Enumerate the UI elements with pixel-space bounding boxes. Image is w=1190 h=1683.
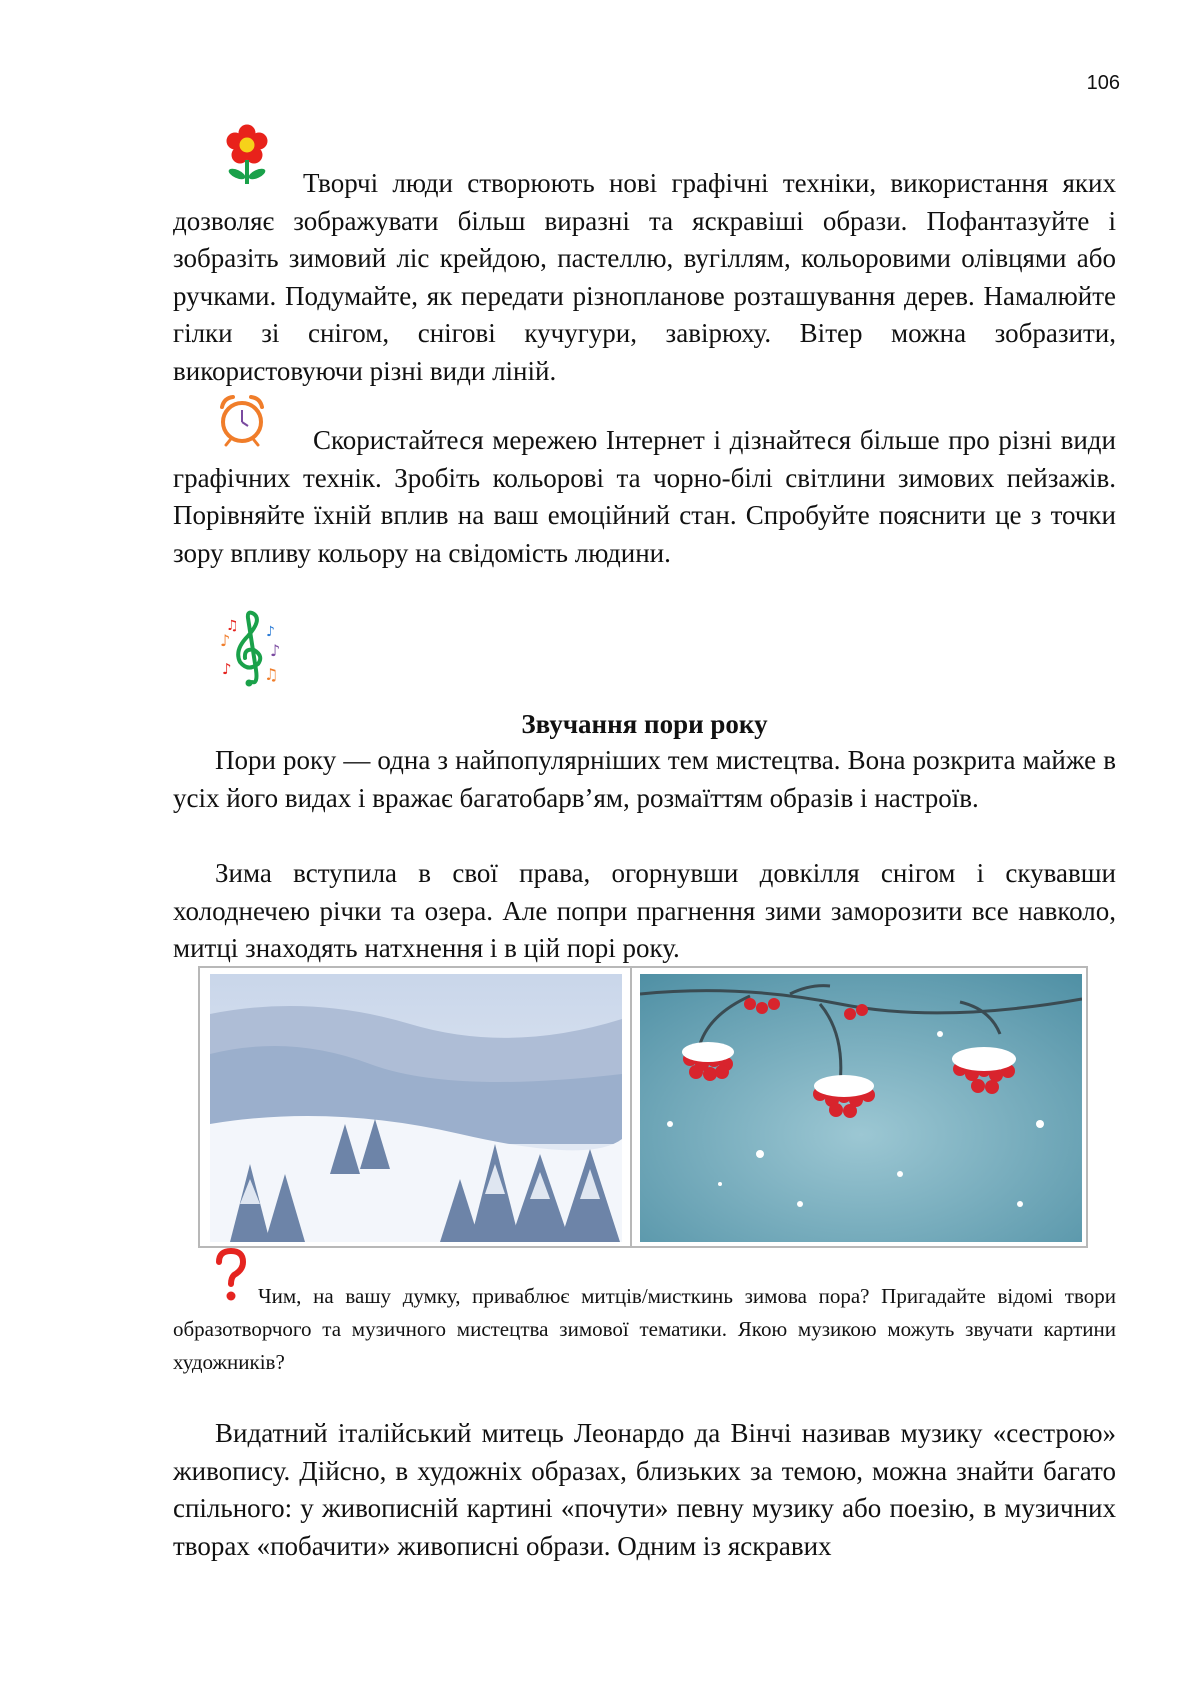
paragraph-graphic-techniques: Творчі люди створюють нові графічні техніки, використання яких дозволяє зображувати більш виразні та яскравіші образи. Пофантазуйте і зобразіть зимовий ліс крейдою, пастеллю, вугіллям, кольоровими олівцями або ручками. Подумайте, як передати різнопланове розташування дерев. Намалюйте гілки зі снігом, снігові кучугури, завірюху. Вітер можна зобразити, використовуючи різні види ліній. [173,168,1116,386]
svg-text:♫: ♫ [264,665,279,684]
svg-text:♪: ♪ [270,641,281,660]
paragraph-leonardo: Видатний італійський митець Леонардо да Вінчі називав музику «сестрою» живопису. Дійсно, в художніх образах, близьких за темою, можна знайти багато спільного: у живописній картині «почути» певну музику або поезію, в музичних творах «побачити» живописні образи. Одним із яскравих [173,1418,1116,1561]
rowan-berries-photo [640,974,1082,1242]
paragraph-seasons: Пори року — одна з найпопулярніших тем мистецтва. Вона розкрита майже в усіх його видах і вражає багатобарв’ям, розмаїттям образів і настроїв. [173,745,1116,813]
svg-text:♪: ♪ [220,631,231,650]
paragraph-winter: Зима вступила в свої права, огорнувши довкілля снігом і скувавши холоднечею річки та озера. Але попри прагнення зими заморозити все навколо, митці знаходять натхнення і в цій порі року. [173,858,1116,963]
section-title: Звучання пори року [521,709,768,739]
photo-divider [630,968,632,1246]
svg-text:♪: ♪ [266,624,275,640]
winter-photos [198,966,1088,1248]
question-text: Чим, на вашу думку, приваблює митців/мисткинь зимова пора? Пригадайте відомі твори образотворчого та музичного мистецтва зимової тематики. Якою музикою можуть звучати картини художників? [173,1284,1116,1374]
paragraph-internet-task: Скористайтеся мережею Інтернет і дізнайтеся більше про різні види графічних технік. Зробіть кольорові та чорно-білі світлини зимових пейзажів. Порівняйте їхній вплив на ваш емоційний стан. Спробуйте пояснити це з точки зору впливу кольору на свідомість людини. [173,425,1116,568]
svg-text:♪: ♪ [222,660,232,678]
page-number: 106 [1086,72,1120,94]
svg-text:♫: ♫ [226,618,239,634]
winter-forest-photo [210,974,622,1242]
treble-clef-icon [218,610,288,690]
